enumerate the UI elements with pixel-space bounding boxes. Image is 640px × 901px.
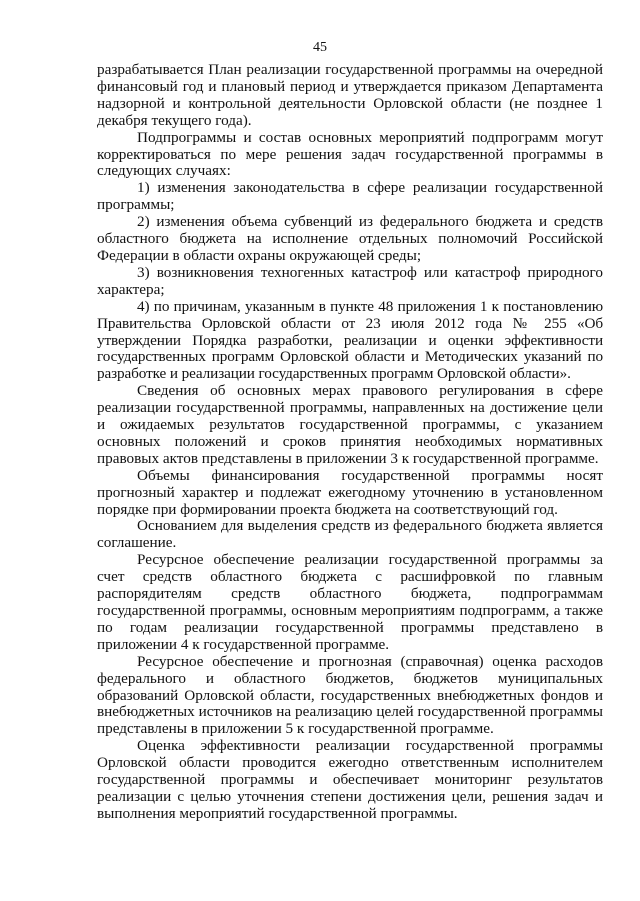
paragraph-financing-volumes: Объемы финансирования государственной программы носят прогнозный характер и подлежат ежегодному уточнению в установленном порядке при формировании проекта бюджета на соответствующий год. <box>97 466 603 518</box>
paragraph-federal-basis: Основанием для выделения средств из федерального бюджета является соглашение. <box>97 517 603 552</box>
paragraph-legal-regulation: Сведения об основных мерах правового регулирования в сфере реализации государственной программы, направленных на достижение цели и ожидаемых результатов государственной программы, с указанием основных положений и сроков принятия необходимых нормативных правовых актов представлены в приложении 3 к государственной программе. <box>97 382 603 467</box>
paragraph-case-3: 3) возникновения техногенных катастроф или катастроф природного характера; <box>97 263 603 298</box>
paragraph-forecast-resources: Ресурсное обеспечение и прогнозная (справочная) оценка расходов федерального и областного бюджетов, бюджетов муниципальных образований Орловской области, государственных внебюджетных фондов и внебюджетных источников на реализацию целей государственной программы представлены в приложении 5 к государственной программе. <box>97 652 603 738</box>
document-body <box>97 62 603 823</box>
paragraph-case-2: 2) изменения объема субвенций из федерального бюджета и средств областного бюджета на исполнение отдельных полномочий Российской Федерации в области охраны окружающей среды; <box>97 213 603 264</box>
paragraph-regional-resources: Ресурсное обеспечение реализации государственной программы за счет средств областного бюджета с расшифровкой по главным распорядителям средств областного бюджета, подпрограммам государственной программы, основным мероприятиям подпрограмм, а также по годам реализации государственной программы представлено в приложении 4 к государственной программе. <box>97 551 603 653</box>
paragraph-efficiency-evaluation: Оценка эффективности реализации государственной программы Орловской области проводится ежегодно ответственным исполнителем государственной программы и обеспечивает мониторинг результатов реализации с целью уточнения степени достижения цели, решения задач и выполнения мероприятий государственной программы. <box>97 737 603 822</box>
paragraph-subprogram-adjustment: Подпрограммы и состав основных мероприятий подпрограмм могут корректироваться по мере решения задач государственной программы в следующих случаях: <box>97 128 603 180</box>
paragraph-case-4: 4) по причинам, указанным в пункте 48 приложения 1 к постановлению Правительства Орловской области от 23 июля 2012 года № 255 «Об утверждении Порядка разработки, реализации и оценки эффективности государственных программ Орловской области и Методических указаний по разработке и реализации государственных программ Орловской области». <box>97 297 603 383</box>
paragraph-plan-approval: разрабатывается План реализации государственной программы на очередной финансовый год и плановый период и утверждается приказом Департамента надзорной и контрольной деятельности Орловской области (не позднее 1 декабря текущего года). <box>97 61 603 129</box>
paragraph-case-1: 1) изменения законодательства в сфере реализации государственной программы; <box>97 179 603 214</box>
page-number: 45 <box>313 40 327 55</box>
